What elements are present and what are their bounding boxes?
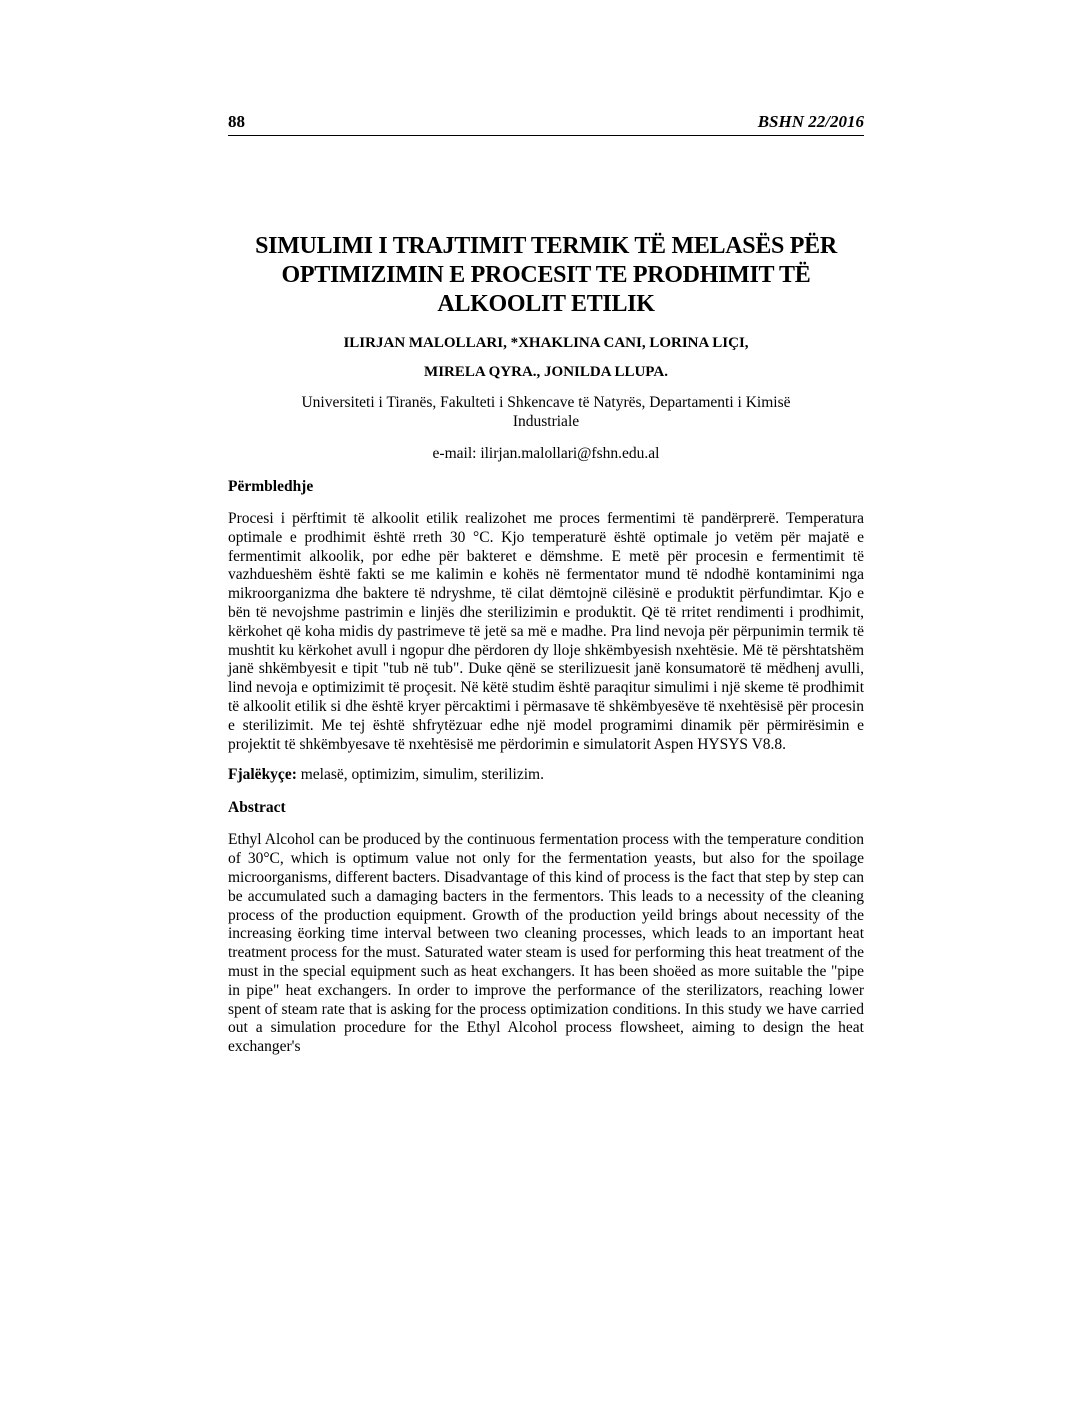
running-header	[228, 108, 864, 136]
affiliation-line-1: Universiteti i Tiranës, Fakulteti i Shkencave të Natyrës, Departamenti i Kimisë	[301, 394, 791, 411]
keywords	[228, 766, 864, 784]
authors	[228, 329, 864, 387]
keywords-label: Fjalëkyçe:	[228, 766, 297, 784]
permbledhje-heading: Përmbledhje	[228, 478, 314, 495]
affiliation-line-2: Industriale	[512, 413, 580, 430]
paper-title	[228, 232, 864, 319]
page-number: 88	[228, 112, 245, 131]
authors-line-2: MIRELA QYRA., JONILDA LLUPA.	[424, 364, 668, 380]
contact-email: e-mail: ilirjan.malollari@fshn.edu.al	[432, 445, 660, 462]
abstract-text: Ethyl Alcohol can be produced by the continuous fermentation process with the temperature condition of 30°C, which is optimum value not only for the fermentation yeasts, but also for the spoilage microorganisms, different bacters. Disadvantage of this kind of process is the fact that step by step can be accumulated such a damaging bacters in the fermentors. This leads to a necessity of the cleaning process of the production equipment. Growth of the production yeild brings about necessity of the increasing ëorking time interval between two cleaning processes, which leads to an important heat treatment process for the must. Saturated water steam is used for performing this heat treatment of the must in the special equipment such as heat exchangers. It has been shoëed as more suitable the "pipe in pipe" heat exchangers. In order to improve the performance of the sterilizators, reaching lower spent of steam rate that is asking for the process optimization conditions. In this study we have carried out a simulation procedure for the Ethyl Alcohol process flowsheet, aiming to design the heat exchanger's	[228, 831, 864, 1056]
keywords-text: melasë, optimizim, simulim, sterilizim.	[296, 766, 544, 784]
title-line-1: SIMULIMI I TRAJTIMIT TERMIK TË MELASËS PËR	[255, 233, 837, 259]
abstract-heading: Abstract	[228, 799, 286, 817]
title-line-3: ALKOOLIT ETILIK	[437, 291, 655, 317]
paper-page	[228, 108, 864, 1057]
journal-reference: BSHN 22/2016	[757, 112, 864, 131]
permbledhje-text: Procesi i përftimit të alkoolit etilik realizohet me proces fermentimi të pandërprerë. Temperatura optimale e prodhimit është rreth 30 °C. Kjo temperaturë është optimale jo vetëm për majatë e fermentimit alkoolik, por edhe për bakteret e dëmshme. E metë për procesin e fermentimit të vazhdueshëm është fakti se me kalimin e kohës në fermentator mund të ndodhë kontaminimi nga mikroorganizma dhe baktere të ndryshme, të cilat dëmtojnë cilësinë e produktit përfundimtar. Kjo e bën të nevojshme pastrimin e linjës dhe sterilizimin e produktit. Që të rritet rendimenti i prodhimit, kërkohet që koha midis dy pastrimeve të jetë sa më e madhe. Pra lind nevoja për përpunimin termik të mushtit ku kërkohet avull i ngopur dhe përdoren dy lloje shkëmbyesish nxehtësie. Më të përshtatshëm janë shkëmbyesit e tipit "tub në tub". Duke qënë se sterilizuesit janë konsumatorë të mëdhenj avulli, lind nevoja e optimizimit të proçesit. Në këtë studim është paraqitur simulimi i një skeme të prodhimit të alkoolit etilik si dhe është kryer përcaktimi i përmasave të shkëmbyesëve të nxehtësisë për procesin e sterilizimit. Me tej është shfrytëzuar edhe një model programimi dinamik për përmirësimin e projektit të shkëmbyesave të nxehtësisë me përdorimin e simulatorit Aspen HYSYS V8.8.	[228, 510, 864, 753]
title-line-2: OPTIMIZIMIN E PROCESIT TE PRODHIMIT TË	[281, 262, 811, 288]
authors-line-1: ILIRJAN MALOLLARI, *XHAKLINA CANI, LORINA LIÇI,	[343, 335, 749, 351]
affiliation	[228, 393, 864, 431]
